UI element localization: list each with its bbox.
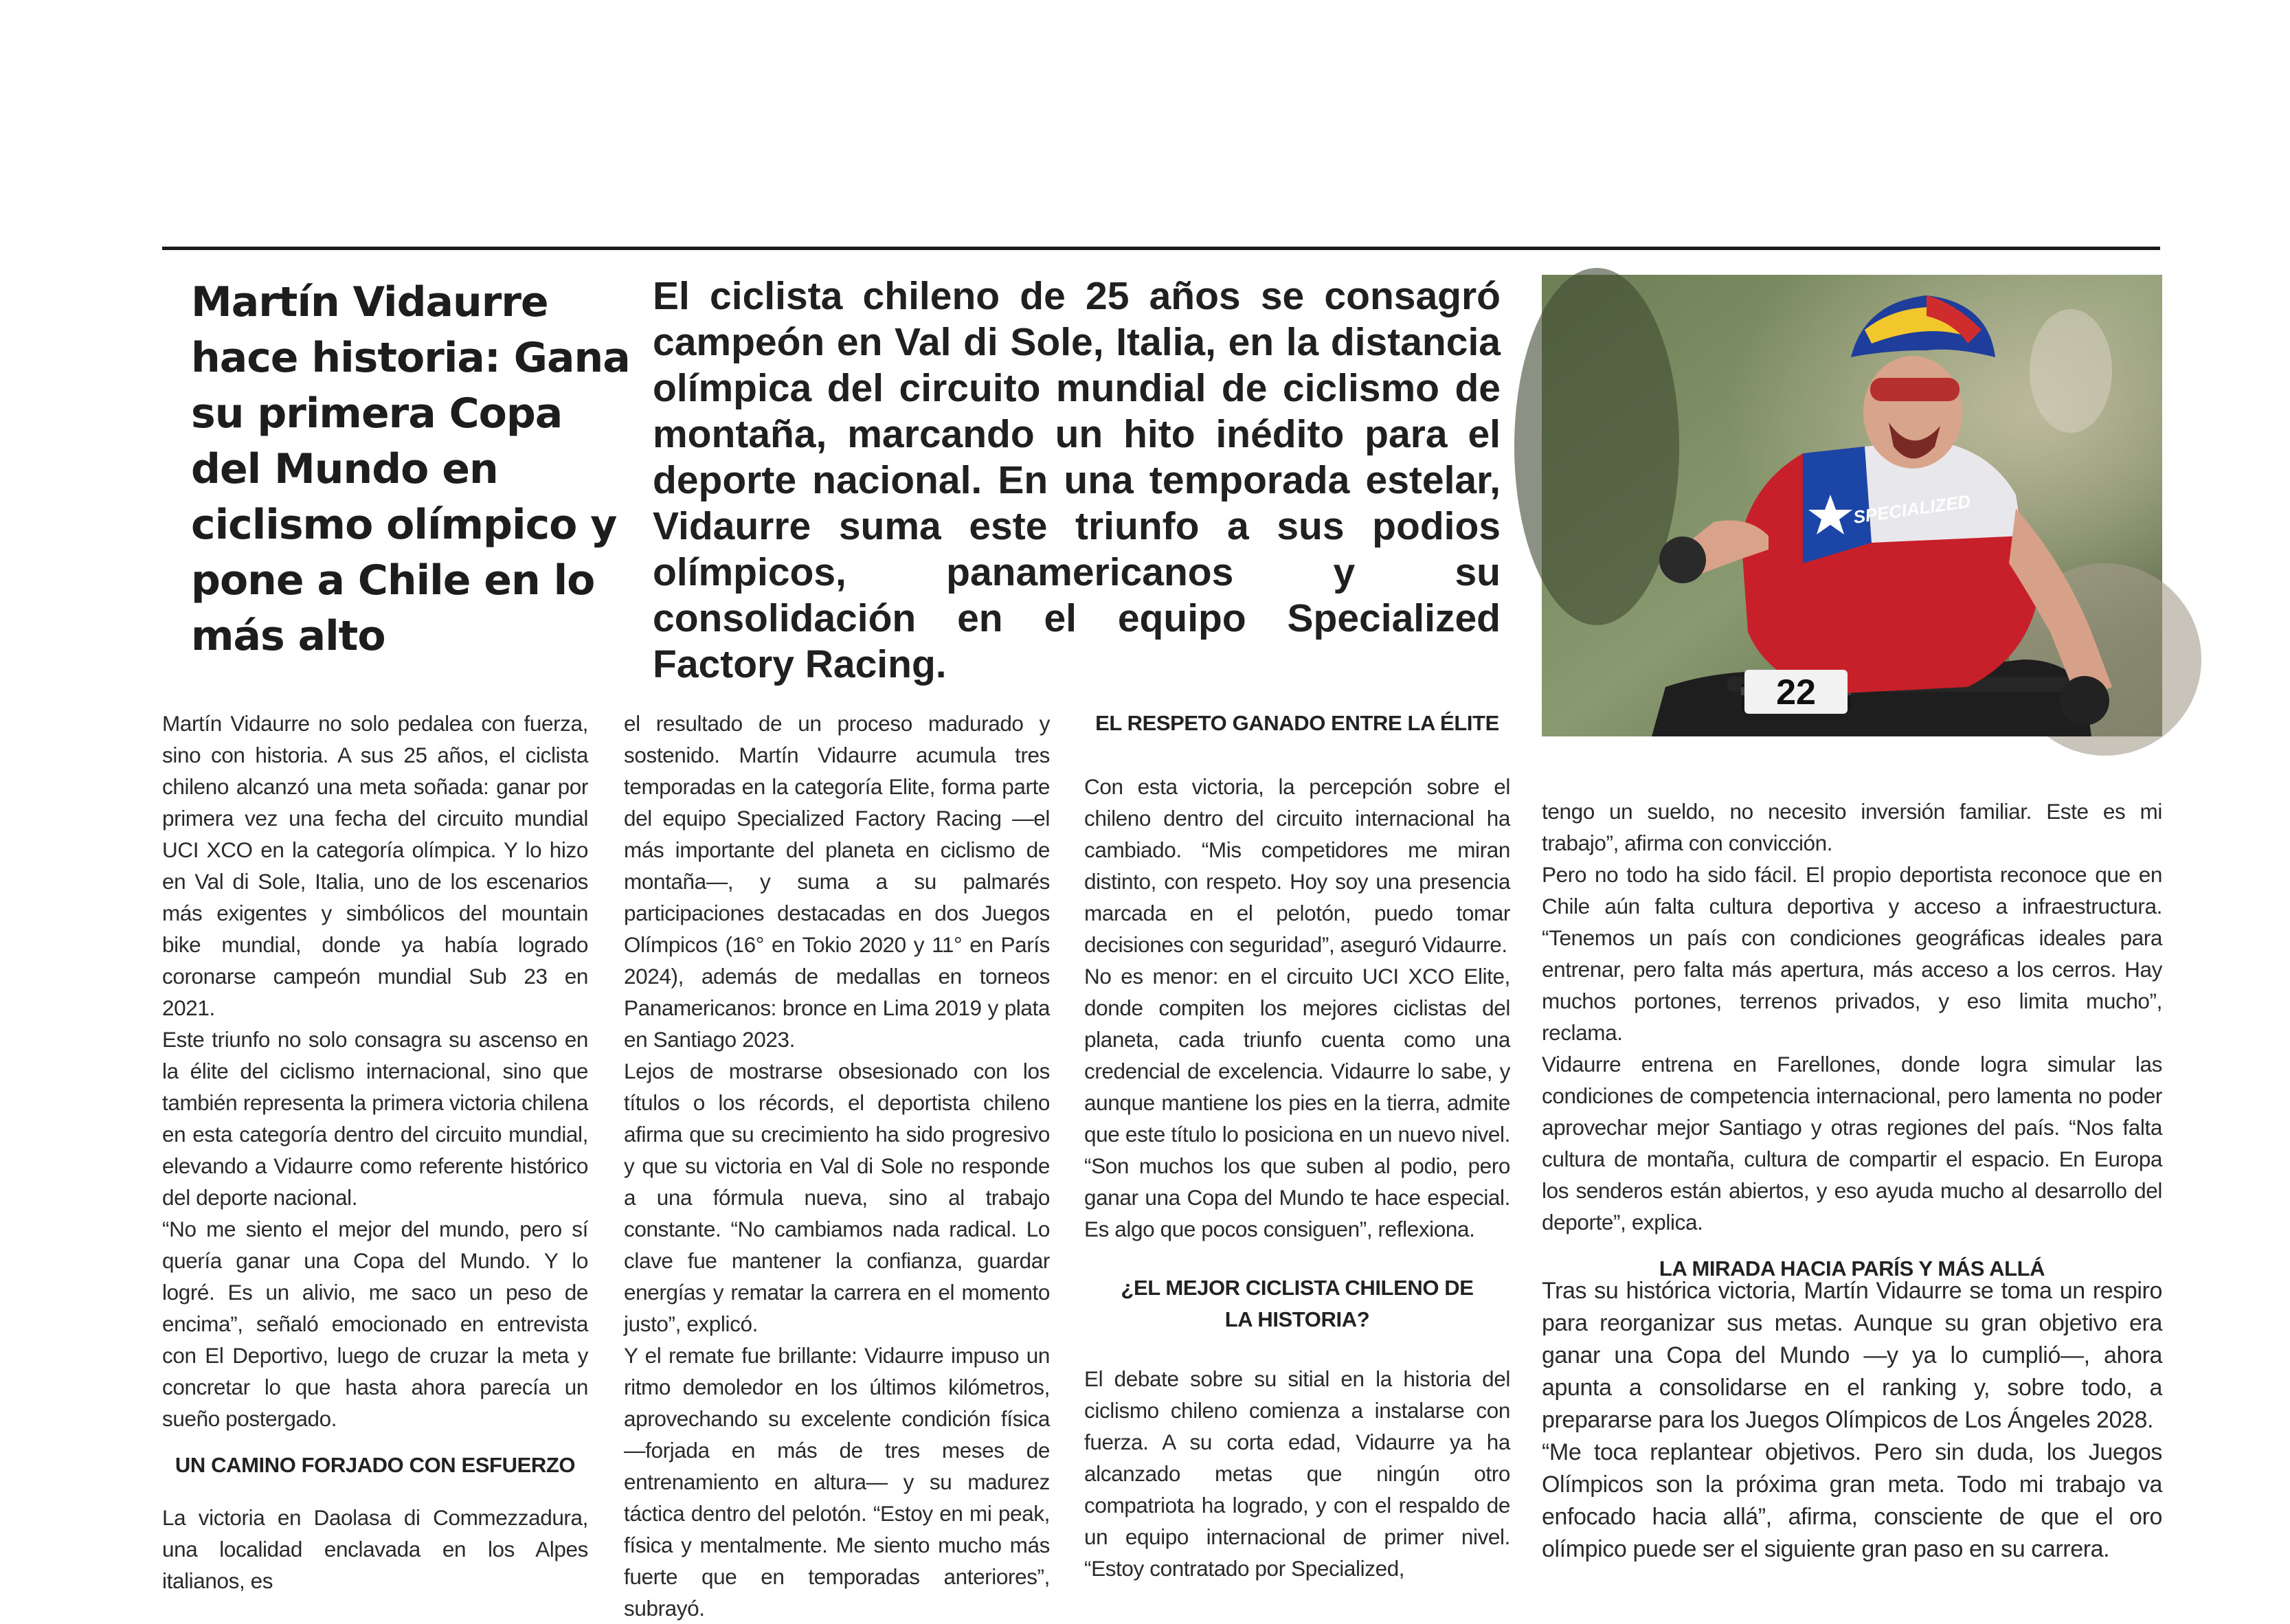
section-heading: ¿EL MEJOR CICLISTA CHILENO DE LA HISTORIA? xyxy=(1121,1276,1474,1331)
article-deck: El ciclista chileno de 25 años se consagró campeón en Val di Sole, Italia, en la distancia olímpica del circuito mundial de ciclismo de montaña, marcando un hito inédito para el deporte nacional. En una temporada estelar, Vidaurre suma este triunfo a sus podios olímpicos, panamericanos y su consolidación en el equipo Specialized Factory Racing. xyxy=(653,274,1501,686)
column-4-bottom xyxy=(1542,1275,2162,1566)
paragraph: Lejos de mostrarse obsesionado con los títulos o los récords, el deportista chileno afirma que su crecimiento ha sido progresivo y que su victoria en Val di Sole no responde a una fórmula nueva, sino al trabajo constante. “No cambiamos nada radical. Lo clave fue mantener la confianza, guardar energías y rematar la carrera en el momento justo”, explicó. xyxy=(624,1059,1050,1336)
top-rule xyxy=(162,247,2160,250)
section-heading: UN CAMINO FORJADO CON ESFUERZO xyxy=(175,1453,576,1477)
paragraph: Con esta victoria, la percepción sobre el chileno dentro del circuito internacional ha cambiado. “Mis competidores me miran distinto, con respeto. Hoy soy una presencia marcada en el pelotón, puedo tomar decisiones con seguridad”, aseguró Vidaurre. xyxy=(1084,774,1510,957)
paragraph: La victoria en Daolasa di Commezzadura, una localidad enclavada en los Alpes italianos, es xyxy=(162,1505,588,1593)
column-2 xyxy=(624,708,1050,1624)
paragraph: Tras su histórica victoria, Martín Vidaurre se toma un respiro para reorganizar sus metas. Aunque su gran objetivo era ganar una Copa del Mundo —y ya lo cumplió—, ahora apunta a consolidarse en el ranking y, sobre todo, a prepararse para los Juegos Olímpicos de Los Ángeles 2028. xyxy=(1542,1278,2162,1433)
cyclist-photo xyxy=(1542,275,2162,736)
paragraph: Este triunfo no solo consagra su ascenso en la élite del ciclismo internacional, sino que también representa la primera victoria chilena en esta categoría dentro del circuito mundial, elevando a Vidaurre como referente histórico del deporte nacional. xyxy=(162,1027,588,1210)
paragraph: No es menor: en el circuito UCI XCO Elite, donde compiten los mejores ciclistas del planeta, cada triunfo cuenta como una credencial de excelencia. Vidaurre lo sabe, y aunque mantiene los pies en la tierra, admite que este título lo posiciona en un nuevo nivel. “Son muchos los que suben al podio, pero ganar una Copa del Mundo te hace especial. Es algo que pocos consiguen”, reflexiona. xyxy=(1084,964,1510,1241)
jersey-logo: SPECIALIZED xyxy=(1852,490,1972,528)
paragraph: Martín Vidaurre no solo pedalea con fuerza, sino con historia. A sus 25 años, el ciclista chileno alcanzó una meta soñada: ganar por primera vez una fecha del circuito mundial UCI XCO en la categoría olímpica. Y lo hizo en Val di Sole, Italia, uno de los escenarios más exigentes y simbólicos del mountain bike mundial, donde ya había logrado coronarse campeón mundial Sub 23 en 2021. xyxy=(162,711,588,1020)
column-1 xyxy=(162,708,588,1597)
paragraph: Pero no todo ha sido fácil. El propio deportista reconoce que en Chile aún falta cultura deportiva y acceso a infraestructura. “Tenemos un país con condiciones geográficas ideales para entrenar, pero falta más apertura, más acceso a los cerros. Hay muchos portones, terrenos privados, y eso limita mucho”, reclama. xyxy=(1542,862,2162,1045)
paragraph: Y el remate fue brillante: Vidaurre impuso un ritmo demoledor en los últimos kilómetros, aprovechando su excelente condición física —forjada en más de tres meses de entrenamiento en altura— y su madurez táctica dentro del pelotón. “Estoy en mi peak, física y mentalmente. Me siento mucho más fuerte que en temporadas anteriores”, subrayó. xyxy=(624,1343,1050,1621)
paragraph: Vidaurre entrena en Farellones, donde logra simular las condiciones de competencia internacional, pero lamenta no poder aprovechar mejor Santiago y otras regiones del país. “Nos falta cultura de montaña, cultura de compartir el espacio. En Europa los senderos están abiertos, y eso ayuda mucho al desarrollo del deporte”, explica. xyxy=(1542,1052,2162,1234)
column-4-top xyxy=(1542,796,2162,1285)
paragraph: “No me siento el mejor del mundo, pero sí quería ganar una Copa del Mundo. Y lo logré. Es un alivio, me saco un peso de encima”, señaló emocionado en entrevista con El Deportivo, luego de cruzar la meta y concretar lo que hasta ahora parecía un sueño postergado. xyxy=(162,1217,588,1431)
column-3 xyxy=(1084,708,1510,1584)
article-headline: Martín Vidaurre hace historia: Gana su primera Copa del Mundo en ciclismo olímpico y pone a Chile en lo más alto xyxy=(191,278,630,660)
paragraph: “Me toca replantear objetivos. Pero sin duda, los Juegos Olímpicos son la próxima gran meta. Todo mi trabajo va enfocado hacia allá”, afirma, consciente de que el oro olímpico puede ser el siguiente gran paso en su carrera. xyxy=(1542,1439,2162,1562)
paragraph: el resultado de un proceso madurado y sostenido. Martín Vidaurre acumula tres temporadas en la categoría Elite, forma parte del equipo Specialized Factory Racing —el más importante del planeta en ciclismo de montaña—, y suma a su palmarés participaciones destacadas en dos Juegos Olímpicos (16° en Tokio 2020 y 11° en París 2024), además de medallas en torneos Panamericanos: bronce en Lima 2019 y plata en Santiago 2023. xyxy=(624,711,1050,1052)
paragraph: tengo un sueldo, no necesito inversión familiar. Este es mi trabajo”, afirma con convicción. xyxy=(1542,799,2162,855)
section-heading: LA MIRADA HACIA PARÍS Y MÁS ALLÁ xyxy=(1659,1256,2045,1281)
race-number: 22 xyxy=(1776,673,1816,712)
section-heading: EL RESPETO GANADO ENTRE LA ÉLITE xyxy=(1095,711,1499,735)
paragraph: El debate sobre su sitial en la historia del ciclismo chileno comienza a instalarse con fuerza. A su corta edad, Vidaurre ya ha alcanzado metas que ningún otro compatriota ha logrado, y con el respaldo de un equipo internacional de primer nivel. “Estoy contratado por Specialized, xyxy=(1084,1366,1510,1581)
